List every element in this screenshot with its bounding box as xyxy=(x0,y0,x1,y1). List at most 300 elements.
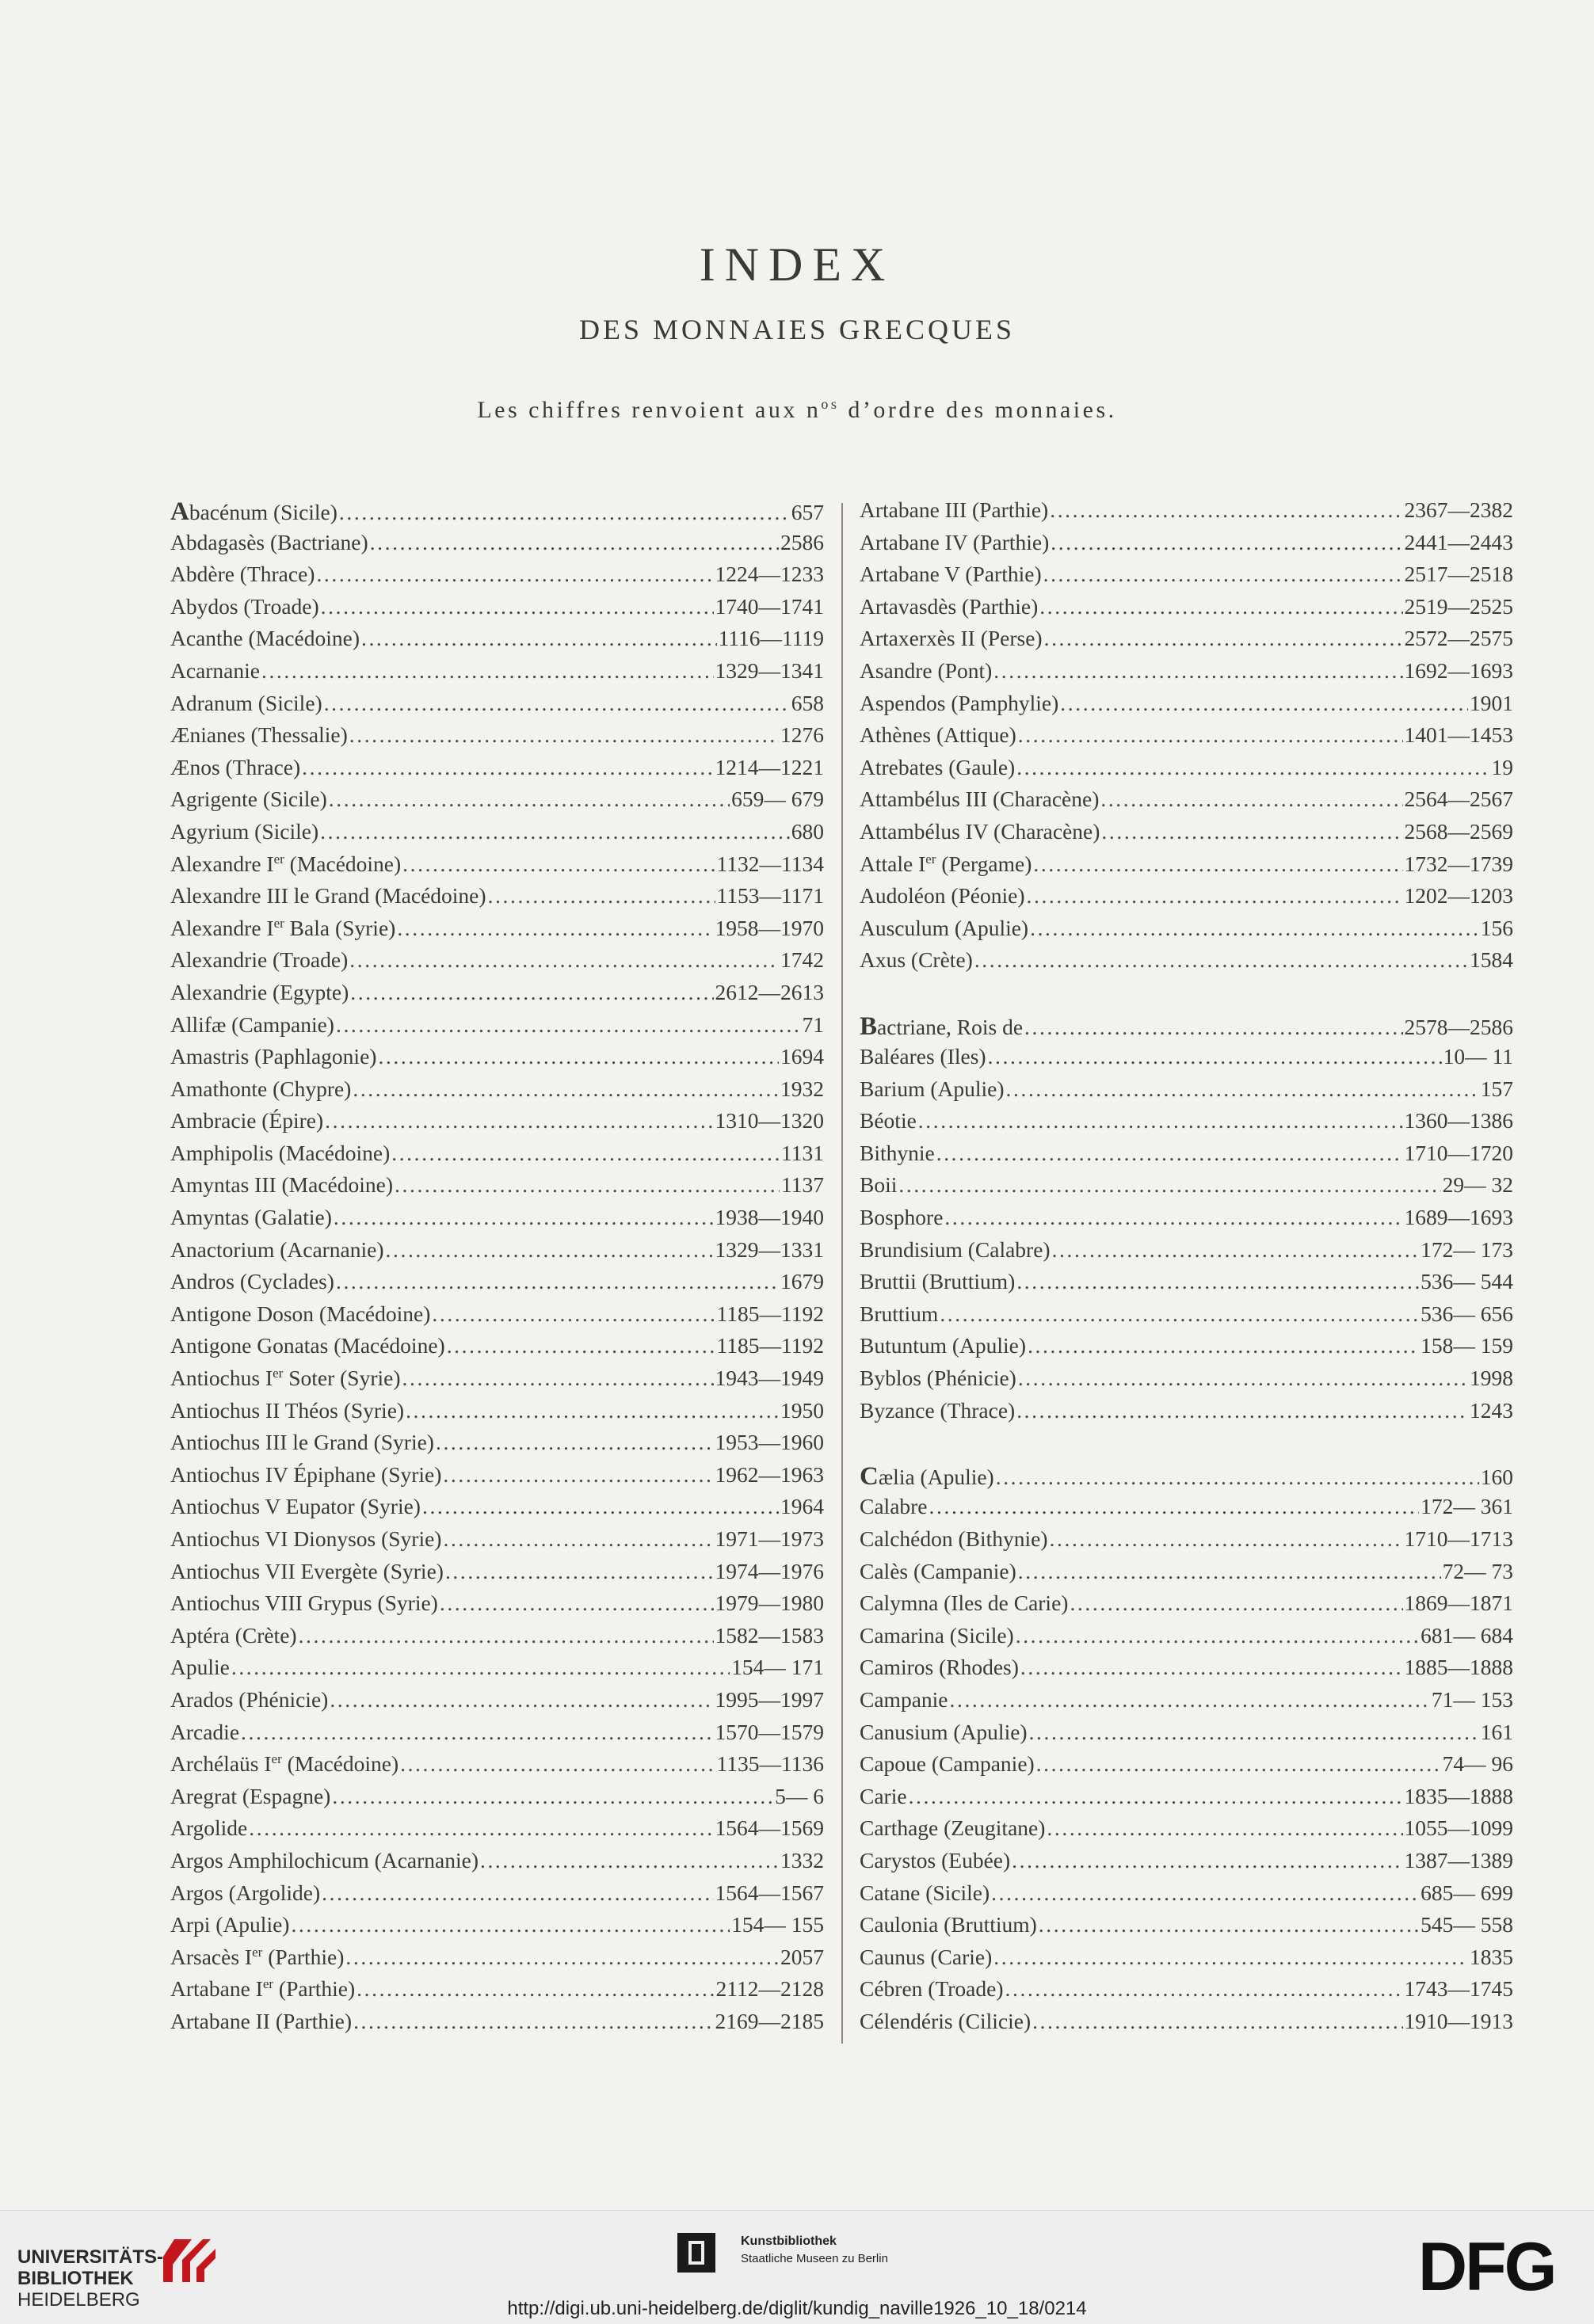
entry-numbers: 1743—1745 xyxy=(1404,1976,1513,2002)
index-entry xyxy=(860,530,1513,562)
viewer-footer xyxy=(0,2210,1594,2324)
leader-dots xyxy=(1047,1815,1402,1841)
index-entry xyxy=(860,755,1513,787)
entry-name: Carystos (Eubée) xyxy=(860,1847,1011,1873)
index-entry xyxy=(860,1720,1513,1752)
entry-numbers: 1938—1940 xyxy=(715,1205,824,1230)
entry-numbers: 29— 32 xyxy=(1442,1172,1513,1198)
leader-dots xyxy=(345,1945,779,1970)
leader-dots xyxy=(1018,1366,1468,1391)
kunstbibliothek-logo-icon xyxy=(677,2233,715,2273)
entry-name: Canusium (Apulie) xyxy=(860,1719,1028,1744)
leader-dots xyxy=(1016,1398,1468,1423)
entry-numbers: 1329—1341 xyxy=(715,657,824,683)
leader-dots xyxy=(898,1172,1440,1198)
index-entry xyxy=(170,1172,824,1205)
leader-dots xyxy=(386,1237,714,1263)
leader-dots xyxy=(1028,1333,1419,1358)
entry-numbers: 1276 xyxy=(780,722,824,748)
leader-dots xyxy=(974,947,1468,973)
index-entry xyxy=(170,883,824,916)
entry-name: Aptéra (Crète) xyxy=(170,1622,297,1648)
index-column-right xyxy=(860,497,1513,2041)
leader-dots xyxy=(322,1880,713,1906)
entry-name: Antiochus II Théos (Syrie) xyxy=(170,1397,405,1423)
entry-name: Antigone Gonatas (Macédoine) xyxy=(170,1333,445,1358)
entry-numbers: 1998 xyxy=(1470,1366,1513,1391)
index-entry xyxy=(170,722,824,755)
entry-numbers: 1564—1569 xyxy=(715,1815,824,1841)
leader-dots xyxy=(950,1687,1430,1713)
entry-numbers: 1710—1713 xyxy=(1404,1526,1513,1551)
leader-dots xyxy=(432,1301,715,1327)
entry-numbers: 1869—1871 xyxy=(1404,1591,1513,1616)
entry-numbers: 72— 73 xyxy=(1442,1558,1513,1583)
leader-dots xyxy=(299,1623,714,1648)
entry-name: Caunus (Carie) xyxy=(860,1944,993,1969)
leader-dots xyxy=(349,722,779,748)
index-entry xyxy=(170,1623,824,1655)
entry-numbers: 161 xyxy=(1480,1719,1513,1744)
index-entry xyxy=(170,1687,824,1720)
entry-name: Andros (Cyclades) xyxy=(170,1269,334,1294)
leader-dots xyxy=(929,1494,1420,1519)
entry-numbers: 160 xyxy=(1480,1464,1513,1489)
index-entry xyxy=(860,691,1513,723)
leader-dots xyxy=(336,1012,801,1038)
index-entry xyxy=(860,497,1513,530)
entry-numbers: 1329—1331 xyxy=(715,1236,824,1262)
entry-numbers: 2517—2518 xyxy=(1404,562,1513,587)
entry-numbers: 536— 656 xyxy=(1420,1301,1513,1326)
entry-name: Alexandre Ier (Macédoine) xyxy=(170,851,402,876)
index-entry xyxy=(860,947,1513,980)
index-entry xyxy=(860,2009,1513,2041)
entry-numbers: 1958—1970 xyxy=(715,915,824,940)
leader-dots xyxy=(249,1815,713,1841)
leader-dots xyxy=(1039,1912,1419,1937)
entry-name: Argos Amphilochicum (Acarnanie) xyxy=(170,1847,479,1873)
note-text: Les chiffres renvoient aux n xyxy=(477,397,822,423)
entry-name: Calès (Campanie) xyxy=(860,1558,1016,1583)
index-entry xyxy=(860,1044,1513,1076)
entry-numbers: 154— 155 xyxy=(731,1912,824,1937)
entry-numbers: 172— 173 xyxy=(1420,1236,1513,1262)
leader-dots xyxy=(1039,594,1402,619)
index-entry xyxy=(170,787,824,819)
leader-dots xyxy=(436,1430,714,1455)
index-entry xyxy=(170,530,824,562)
index-entry xyxy=(170,1655,824,1687)
leader-dots xyxy=(1016,1269,1419,1294)
leader-dots xyxy=(1060,691,1468,716)
entry-numbers: 1243 xyxy=(1470,1397,1513,1423)
leader-dots xyxy=(440,1591,714,1616)
entry-name: Alexandre III le Grand (Macédoine) xyxy=(170,883,486,909)
index-note xyxy=(0,396,1594,424)
entry-name: Agrigente (Sicile) xyxy=(170,787,327,812)
entry-numbers: 158— 159 xyxy=(1420,1333,1513,1358)
index-entry xyxy=(170,1720,824,1752)
index-entry xyxy=(170,1141,824,1173)
entry-numbers: 1310—1320 xyxy=(715,1108,824,1133)
entry-numbers: 1564—1567 xyxy=(715,1880,824,1905)
index-entry xyxy=(170,947,824,980)
entry-name: Baléares (Iles) xyxy=(860,1044,986,1069)
entry-name: Carie xyxy=(860,1783,907,1808)
leader-dots xyxy=(1024,1015,1402,1040)
index-column-left xyxy=(170,497,824,2041)
leader-dots xyxy=(397,916,713,941)
index-entry xyxy=(860,1945,1513,1977)
leader-dots xyxy=(353,1076,779,1102)
permalink-url[interactable]: http://digi.ub.uni-heidelberg.de/diglit/kundig_naville1926_10_18/0214 xyxy=(507,2298,1087,2319)
leader-dots xyxy=(400,1751,715,1777)
entry-name: Artabane III (Parthie) xyxy=(860,497,1049,522)
leader-dots xyxy=(1044,626,1403,651)
index-entry xyxy=(860,1366,1513,1398)
entry-name: Antiochus V Eupator (Syrie) xyxy=(170,1494,421,1519)
entry-numbers: 1135—1136 xyxy=(716,1751,824,1777)
index-entry xyxy=(860,1880,1513,1913)
entry-numbers: 1962—1963 xyxy=(715,1461,824,1487)
dfg-logo[interactable]: DFG xyxy=(1418,2229,1555,2305)
entry-name: Antiochus VII Evergète (Syrie) xyxy=(170,1558,444,1583)
index-entry xyxy=(170,1237,824,1270)
leader-dots xyxy=(996,1465,1479,1490)
leader-dots xyxy=(291,1912,730,1937)
index-entry xyxy=(860,626,1513,658)
leader-dots xyxy=(329,787,730,812)
entry-name: Bactriane, Rois de xyxy=(860,1012,1024,1041)
leader-dots xyxy=(445,1559,714,1584)
entry-numbers: 1835—1888 xyxy=(1404,1783,1513,1808)
index-entry xyxy=(860,722,1513,755)
leader-dots xyxy=(302,755,713,780)
leader-dots xyxy=(324,691,790,716)
leader-dots xyxy=(325,1108,713,1133)
leader-dots xyxy=(1006,1076,1479,1102)
leader-dots xyxy=(316,562,713,587)
leader-dots xyxy=(991,1880,1419,1906)
entry-numbers: 1401—1453 xyxy=(1404,722,1513,748)
leader-dots xyxy=(1070,1591,1402,1616)
index-entry xyxy=(860,1623,1513,1655)
entry-numbers: 657 xyxy=(791,500,824,524)
entry-numbers: 1214—1221 xyxy=(715,754,824,779)
index-entry xyxy=(860,1494,1513,1526)
entry-name: Antiochus Ier Soter (Syrie) xyxy=(170,1366,401,1391)
leader-dots xyxy=(1050,497,1402,523)
entry-name: Audoléon (Péonie) xyxy=(860,883,1025,909)
leader-dots xyxy=(988,1044,1442,1069)
entry-name: Archélaüs Ier (Macédoine) xyxy=(170,1751,399,1777)
index-entry xyxy=(170,1301,824,1334)
entry-name: Cébren (Troade) xyxy=(860,1976,1004,2002)
leader-dots xyxy=(1052,1237,1420,1263)
index-entry xyxy=(860,1205,1513,1237)
leader-dots xyxy=(944,1205,1402,1230)
index-entry xyxy=(170,626,824,658)
leader-dots xyxy=(940,1301,1419,1327)
entry-name: Aregrat (Espagne) xyxy=(170,1783,331,1808)
leader-dots xyxy=(231,1655,730,1680)
entry-name: Abydos (Troade) xyxy=(170,593,319,619)
entry-name: Arpi (Apulie) xyxy=(170,1912,290,1937)
index-entry xyxy=(860,594,1513,627)
index-entry xyxy=(860,1526,1513,1559)
entry-numbers: 19 xyxy=(1491,754,1513,779)
entry-numbers: 2612—2613 xyxy=(715,979,824,1004)
entry-numbers: 545— 558 xyxy=(1420,1912,1513,1937)
leader-dots xyxy=(339,500,790,525)
index-entry xyxy=(170,1976,824,2009)
index-entry xyxy=(860,1237,1513,1270)
entry-numbers: 1694 xyxy=(780,1044,824,1069)
entry-numbers: 2057 xyxy=(780,1944,824,1969)
entry-numbers: 1202—1203 xyxy=(1404,883,1513,909)
index-entry xyxy=(170,1076,824,1109)
leader-dots xyxy=(261,658,714,684)
entry-numbers: 2578—2586 xyxy=(1404,1014,1513,1039)
index-entry xyxy=(860,1591,1513,1623)
entry-numbers: 1153—1171 xyxy=(716,883,824,909)
entry-name: Attambélus IV (Characène) xyxy=(860,818,1100,844)
leader-dots xyxy=(1016,1623,1419,1648)
note-superscript: os xyxy=(821,396,840,412)
index-entry xyxy=(170,1945,824,1977)
index-entry xyxy=(170,1526,824,1559)
entry-numbers: 659— 679 xyxy=(731,787,824,812)
leader-dots xyxy=(336,1269,779,1294)
leader-dots xyxy=(391,1141,780,1166)
entry-name: Catane (Sicile) xyxy=(860,1880,990,1905)
index-entry xyxy=(860,562,1513,594)
leader-dots xyxy=(443,1462,713,1488)
entry-numbers: 1971—1973 xyxy=(715,1526,824,1551)
entry-numbers: 71— 153 xyxy=(1431,1686,1513,1712)
index-entry xyxy=(170,1784,824,1816)
entry-name: Amphipolis (Macédoine) xyxy=(170,1140,391,1165)
entry-numbers: 1116—1119 xyxy=(718,626,824,651)
index-entry xyxy=(170,497,824,530)
index-entry xyxy=(170,1880,824,1913)
entry-name: Amathonte (Chypre) xyxy=(170,1076,352,1101)
entry-numbers: 1692—1693 xyxy=(1404,657,1513,683)
entry-name: Butuntum (Apulie) xyxy=(860,1333,1027,1358)
leader-dots xyxy=(402,1366,714,1391)
index-entry xyxy=(170,1398,824,1431)
entry-name: Béotie xyxy=(860,1108,917,1133)
leader-dots xyxy=(1029,1720,1479,1745)
index-entry xyxy=(170,2009,824,2041)
leader-dots xyxy=(334,1205,714,1230)
kunstbibliothek-title: Kunstbibliothek xyxy=(741,2234,837,2248)
entry-name: Amyntas (Galatie) xyxy=(170,1205,332,1230)
entry-name: Byzance (Thrace) xyxy=(860,1397,1016,1423)
index-entry xyxy=(170,916,824,948)
entry-name: Attambélus III (Characène) xyxy=(860,787,1100,812)
leader-dots xyxy=(1018,1559,1441,1584)
index-entry xyxy=(860,916,1513,948)
entry-numbers: 1979—1980 xyxy=(715,1591,824,1616)
leader-dots xyxy=(350,980,713,1005)
entry-name: Allifæ (Campanie) xyxy=(170,1012,334,1037)
entry-name: Abacénum (Sicile) xyxy=(170,497,337,526)
entry-name: Bithynie xyxy=(860,1140,935,1165)
index-entry xyxy=(170,1912,824,1945)
entry-name: Aspendos (Pamphylie) xyxy=(860,690,1059,715)
entry-name: Anactorium (Acarnanie) xyxy=(170,1236,384,1262)
entry-name: Calymna (Iles de Carie) xyxy=(860,1591,1069,1616)
entry-name: Artabane IV (Parthie) xyxy=(860,529,1050,554)
index-entry xyxy=(170,1044,824,1076)
entry-numbers: 1055—1099 xyxy=(1404,1815,1513,1841)
leader-dots xyxy=(330,1687,713,1713)
leader-dots xyxy=(321,594,714,619)
entry-name: Amastris (Paphlagonie) xyxy=(170,1044,377,1069)
entry-name: Agyrium (Sicile) xyxy=(170,818,319,844)
leader-dots xyxy=(1051,530,1402,555)
index-entry xyxy=(170,691,824,723)
leader-dots xyxy=(1100,787,1402,812)
entry-name: Capoue (Campanie) xyxy=(860,1751,1035,1777)
entry-numbers: 1131 xyxy=(781,1140,824,1165)
entry-numbers: 5— 6 xyxy=(775,1783,824,1808)
leader-dots xyxy=(1005,1976,1403,2002)
entry-numbers: 157 xyxy=(1480,1076,1513,1101)
entry-name: Camiros (Rhodes) xyxy=(860,1655,1019,1680)
leader-dots xyxy=(1043,562,1403,587)
entry-name: Ænos (Thrace) xyxy=(170,754,301,779)
entry-numbers: 172— 361 xyxy=(1420,1494,1513,1519)
index-entry xyxy=(170,851,824,884)
index-entry xyxy=(860,1655,1513,1687)
index-entry xyxy=(170,1559,824,1591)
entry-numbers: 1953—1960 xyxy=(715,1430,824,1455)
entry-numbers: 1943—1949 xyxy=(715,1366,824,1391)
entry-name: Bosphore xyxy=(860,1205,944,1230)
index-entry xyxy=(170,980,824,1012)
entry-name: Cælia (Apulie) xyxy=(860,1461,994,1491)
entry-numbers: 74— 96 xyxy=(1442,1751,1513,1777)
leader-dots xyxy=(1020,1655,1403,1680)
entry-numbers: 681— 684 xyxy=(1420,1622,1513,1648)
entry-numbers: 685— 699 xyxy=(1420,1880,1513,1905)
library-name-line1: UNIVERSITÄTS- xyxy=(17,2246,164,2268)
entry-numbers: 1185—1192 xyxy=(716,1301,824,1326)
index-entry xyxy=(170,658,824,691)
entry-name: Attale Ier (Pergame) xyxy=(860,851,1032,876)
entry-name: Artavasdès (Parthie) xyxy=(860,593,1039,619)
index-entry xyxy=(170,1494,824,1526)
index-entry xyxy=(170,1205,824,1237)
entry-numbers: 1570—1579 xyxy=(715,1719,824,1744)
leader-dots xyxy=(936,1141,1403,1166)
index-entry xyxy=(860,1301,1513,1334)
leader-dots xyxy=(370,530,779,555)
kunstbibliothek-label[interactable] xyxy=(741,2233,888,2268)
entry-numbers: 1732—1739 xyxy=(1404,851,1513,876)
entry-name: Arsacès Ier (Parthie) xyxy=(170,1944,345,1969)
entry-name: Ausculum (Apulie) xyxy=(860,915,1029,940)
entry-numbers: 71 xyxy=(802,1012,824,1037)
entry-numbers: 1740—1741 xyxy=(715,593,824,619)
entry-numbers: 2568—2569 xyxy=(1404,818,1513,844)
index-entry xyxy=(860,1976,1513,2009)
entry-name: Calchédon (Bithynie) xyxy=(860,1526,1048,1551)
index-entry xyxy=(170,819,824,851)
entry-numbers: 1185—1192 xyxy=(716,1333,824,1358)
entry-name: Boii xyxy=(860,1172,898,1198)
leader-dots xyxy=(241,1720,713,1745)
index-entry xyxy=(860,819,1513,851)
entry-numbers: 2169—2185 xyxy=(715,2008,824,2033)
leader-dots xyxy=(1012,1848,1402,1873)
index-entry xyxy=(860,851,1513,884)
entry-name: Argolide xyxy=(170,1815,248,1841)
entry-name: Caulonia (Bruttium) xyxy=(860,1912,1037,1937)
index-entry xyxy=(170,1366,824,1398)
index-entry xyxy=(860,1076,1513,1109)
leader-dots xyxy=(422,1494,779,1519)
entry-name: Argos (Argolide) xyxy=(170,1880,321,1905)
entry-numbers: 1387—1389 xyxy=(1404,1847,1513,1873)
leader-dots xyxy=(1033,851,1402,877)
leader-dots xyxy=(909,1784,1403,1809)
leader-dots xyxy=(406,1398,779,1423)
library-emblem-icon xyxy=(158,2233,222,2292)
entry-numbers: 1584 xyxy=(1470,947,1513,973)
index-entry xyxy=(860,787,1513,819)
index-entry xyxy=(860,1462,1513,1495)
entry-numbers: 10— 11 xyxy=(1443,1044,1513,1069)
index-entry xyxy=(860,1848,1513,1880)
leader-dots xyxy=(332,1784,773,1809)
index-entry xyxy=(170,594,824,627)
entry-numbers: 2441—2443 xyxy=(1404,529,1513,554)
entry-name: Artabane Ier (Parthie) xyxy=(170,1976,356,2002)
kunstbibliothek-subtitle: Staatliche Museen zu Berlin xyxy=(741,2252,888,2265)
index-entry xyxy=(170,1462,824,1495)
index-entry xyxy=(860,1815,1513,1848)
note-text-end: d’ordre des monnaies. xyxy=(839,397,1117,423)
entry-numbers: 1710—1720 xyxy=(1404,1140,1513,1165)
entry-numbers: 1995—1997 xyxy=(715,1686,824,1712)
entry-name: Carthage (Zeugitane) xyxy=(860,1815,1046,1841)
index-entry xyxy=(860,1269,1513,1301)
entry-numbers: 156 xyxy=(1480,915,1513,940)
leader-dots xyxy=(918,1108,1403,1133)
entry-name: Célendéris (Cilicie) xyxy=(860,2008,1032,2033)
entry-name: Amyntas III (Macédoine) xyxy=(170,1172,394,1198)
index-entry xyxy=(170,1815,824,1848)
leader-dots xyxy=(1050,1526,1403,1552)
entry-numbers: 658 xyxy=(791,690,824,715)
entry-name: Atrebates (Gaule) xyxy=(860,754,1016,779)
entry-numbers: 1332 xyxy=(780,1847,824,1873)
entry-numbers: 1679 xyxy=(780,1269,824,1294)
leader-dots xyxy=(357,1976,714,2002)
entry-numbers: 2586 xyxy=(780,529,824,554)
index-entry xyxy=(860,1687,1513,1720)
index-entry xyxy=(860,883,1513,916)
entry-name: Arados (Phénicie) xyxy=(170,1686,329,1712)
page-title: INDEX xyxy=(699,238,895,291)
entry-numbers: 1224—1233 xyxy=(715,562,824,587)
library-name-line3: HEIDELBERG xyxy=(17,2289,140,2311)
entry-numbers: 154— 171 xyxy=(731,1655,824,1680)
